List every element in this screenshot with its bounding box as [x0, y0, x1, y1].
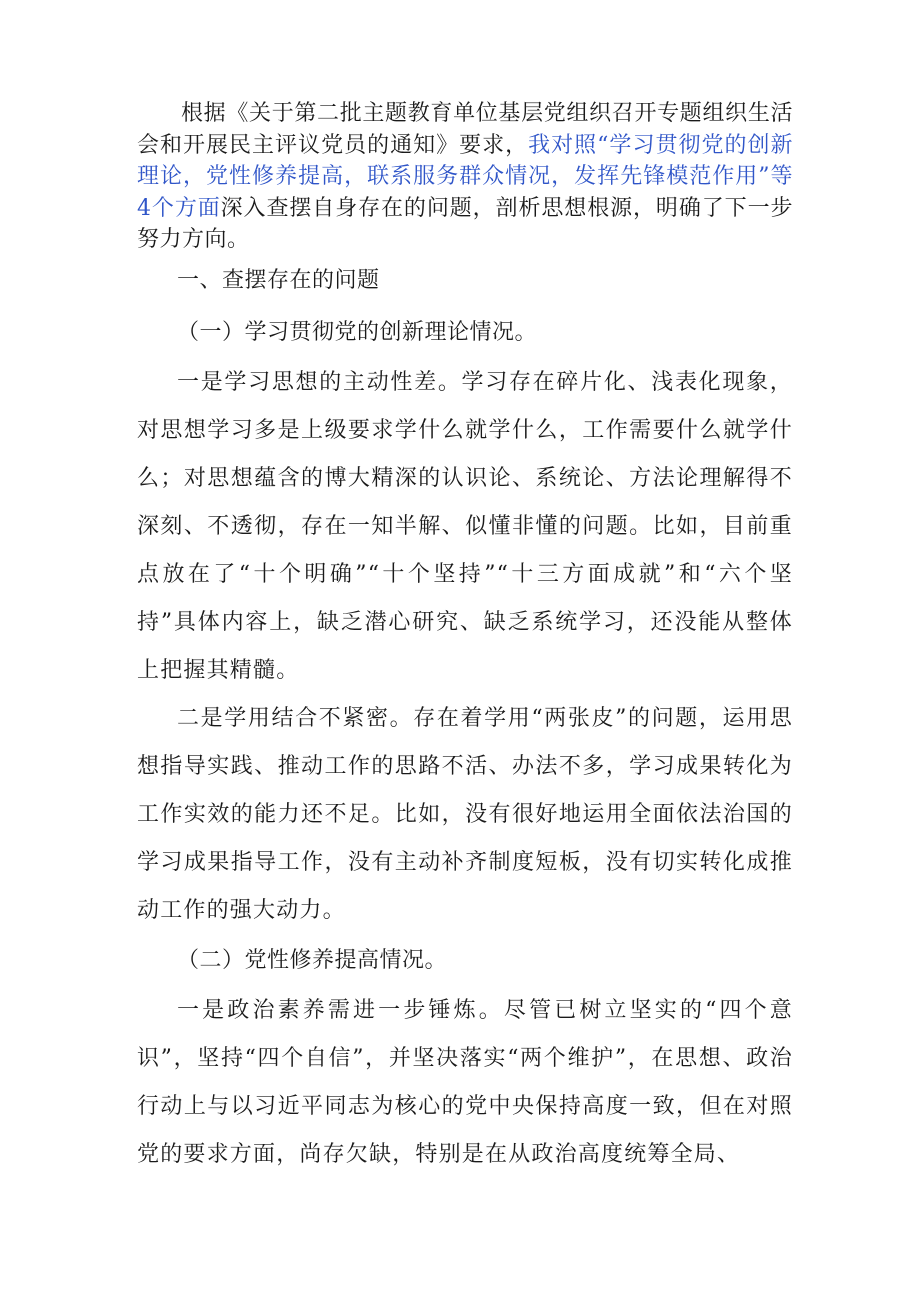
section-heading: 一、查摆存在的问题 [177, 268, 380, 293]
intro-highlight-text: 我对照“学习贯彻党的创新理论，党性修养提高，联系服务群众情况，发挥先锋模范作用”等 [137, 132, 793, 189]
intro-highlight-aspects: 个方面 [151, 195, 221, 221]
paragraph-3: 一是政治素养需进一步锤炼。尽管已树立坚实的“四个意识”，坚持“四个自信”，并坚决落实“两个维护”，在思想、政治行动上与以习近平同志为核心的党中央保持高度一致，但在对照党的要求方面，尚存欠缺，特别是在从政治高度统筹全局、 [137, 998, 793, 1167]
subsection-heading-2: （二）党性修养提高情况。 [177, 948, 448, 973]
paragraph-2: 二是学用结合不紧密。存在着学用“两张皮”的问题，运用思想指导实践、推动工作的思路不活、办法不多，学习成果转化为工作实效的能力还不足。比如，没有很好地运用全面依法治国的学习成果指导工作，没有主动补齐制度短板，没有切实转化成推动工作的强大动力。 [137, 706, 793, 923]
intro-text-part5: 深入查摆自身存在的问题，剖析思想根源，明确了下一步努力方向。 [137, 195, 793, 252]
intro-highlight-number: 4 [137, 195, 152, 221]
document-body [137, 255, 793, 1179]
intro-text-part1: 根据《关于第二批主题教育单位基层党组织召开专题组织生活会和开展民主评议党员的通知》要求， [137, 101, 793, 158]
subsection-heading-1: （一）学习贯彻党的创新理论情况。 [177, 320, 538, 345]
intro-paragraph [137, 98, 793, 256]
paragraph-1: 一是学习思想的主动性差。学习存在碎片化、浅表化现象，对思想学习多是上级要求学什么就学什么，工作需要什么就学什么；对思想蕴含的博大精深的认识论、系统论、方法论理解得不深刻、不透彻，存在一知半解、似懂非懂的问题。比如，目前重点放在了“十个明确”“十个坚持”“十三方面成就”和“六个坚持”具体内容上，缺乏潜心研究、缺乏系统学习，还没能从整体上把握其精髓。 [137, 370, 793, 683]
